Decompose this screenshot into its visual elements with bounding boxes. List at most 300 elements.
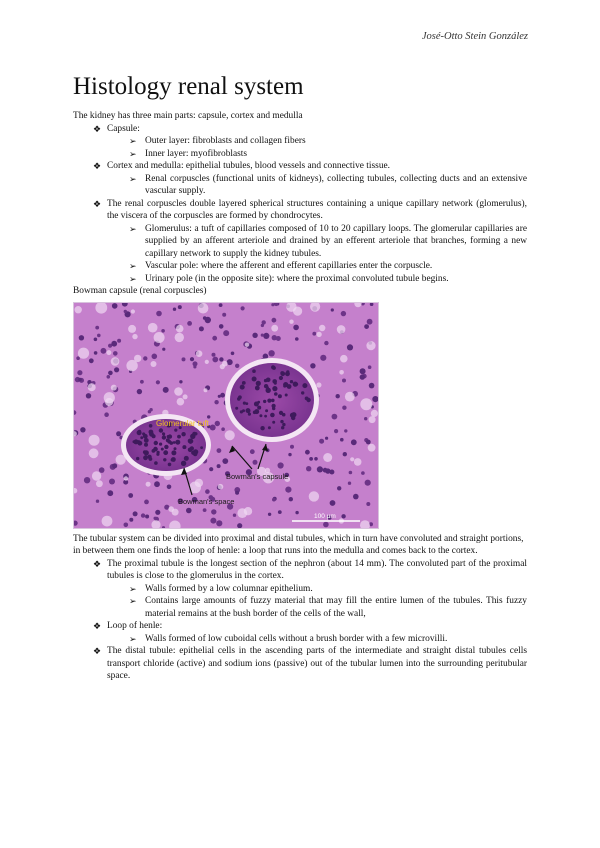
- cell-nucleus: [263, 332, 269, 338]
- cell-nucleus: [343, 452, 347, 456]
- cell-nucleus: [330, 500, 336, 506]
- cell-nucleus: [305, 449, 310, 454]
- tubule-lumen: [126, 359, 137, 370]
- cell-nucleus: [133, 511, 138, 516]
- tubule-lumen: [368, 443, 376, 451]
- list-item: [73, 273, 527, 286]
- tubule-lumen: [354, 458, 362, 466]
- cell-nucleus: [108, 370, 113, 375]
- vascular-pole-text: Vascular pole: where the afferent and efferent capillaries enter the corpuscle.: [145, 261, 433, 271]
- cell-nucleus: [212, 335, 217, 340]
- glomerular-nucleus: [174, 428, 177, 431]
- tubule-lumen: [293, 306, 302, 315]
- glomerular-nucleus: [240, 384, 245, 389]
- cell-nucleus: [261, 333, 264, 336]
- cell-nucleus: [342, 405, 346, 409]
- cell-nucleus: [137, 388, 142, 393]
- tubule-lumen: [237, 508, 247, 518]
- tubule-lumen: [339, 370, 344, 375]
- glomerular-nucleus: [279, 375, 283, 379]
- glomerular-nucleus: [193, 451, 197, 455]
- cell-nucleus: [117, 338, 121, 342]
- glomerular-nucleus: [243, 401, 246, 404]
- tubule-lumen: [225, 430, 235, 440]
- list-item: [73, 583, 527, 596]
- cell-nucleus: [290, 444, 294, 448]
- glomerular-nucleus: [164, 444, 168, 448]
- cell-nucleus: [337, 486, 341, 490]
- glomerular-nucleus: [171, 457, 176, 462]
- glomerular-nucleus: [285, 393, 288, 396]
- arrow-bullet-icon: ➢: [129, 596, 137, 606]
- cell-nucleus: [365, 479, 371, 485]
- list-item: [73, 135, 527, 148]
- glomerular-nucleus: [267, 398, 271, 402]
- cell-nucleus: [156, 380, 160, 384]
- glomerular-nucleus: [167, 439, 171, 443]
- cell-nucleus: [334, 429, 338, 433]
- tubule-lumen: [289, 319, 293, 323]
- tubule-lumen: [183, 394, 188, 399]
- glomerular-nucleus: [168, 462, 172, 466]
- cell-nucleus: [209, 467, 213, 471]
- tubule-lumen: [340, 354, 348, 362]
- cell-nucleus: [272, 317, 277, 322]
- glomerular-nucleus: [181, 460, 186, 465]
- list-item: [73, 123, 527, 136]
- proximal-walls: Walls formed by a low columnar epithelium.: [145, 583, 313, 594]
- cell-nucleus: [86, 393, 91, 398]
- cell-nucleus: [233, 513, 236, 516]
- cell-nucleus: [104, 412, 109, 417]
- loop-label: Loop of henle:: [107, 621, 163, 631]
- arrow-bullet-icon: ➢: [129, 583, 137, 594]
- cell-nucleus: [253, 459, 258, 464]
- cell-nucleus: [347, 344, 353, 350]
- glomerular-nucleus: [144, 450, 149, 455]
- cell-nucleus: [211, 509, 216, 514]
- capsule-label: Capsule:: [107, 123, 140, 134]
- cell-nucleus: [223, 330, 229, 336]
- cell-nucleus: [101, 347, 107, 353]
- cell-nucleus: [323, 521, 329, 527]
- capsule-outer: Outer layer: fibroblasts and collagen fibers: [145, 136, 306, 146]
- cell-nucleus: [156, 310, 162, 316]
- glomerular-nucleus: [272, 403, 276, 407]
- glomerular-nucleus: [257, 405, 261, 409]
- cell-nucleus: [203, 316, 207, 320]
- tubule-lumen: [196, 350, 203, 357]
- cell-nucleus: [129, 517, 133, 521]
- cell-nucleus: [178, 305, 182, 309]
- tubule-lumen: [316, 382, 321, 387]
- glomerular-nucleus: [200, 446, 203, 449]
- tubule-lumen: [106, 350, 111, 355]
- glomerular-nucleus: [281, 426, 284, 429]
- tubule-lumen: [309, 491, 319, 501]
- cell-nucleus: [364, 324, 369, 329]
- cell-nucleus: [341, 514, 345, 518]
- glomerular-nucleus: [136, 456, 139, 459]
- cell-nucleus: [235, 363, 239, 367]
- page-title: Histology renal system: [73, 73, 304, 100]
- cell-nucleus: [272, 335, 277, 340]
- glomerular-nucleus: [252, 369, 256, 373]
- cell-nucleus: [360, 374, 365, 379]
- tubule-lumen: [128, 324, 136, 332]
- tubule-lumen: [146, 481, 151, 486]
- cell-nucleus: [173, 307, 176, 310]
- cell-nucleus: [205, 489, 210, 494]
- glomerular-nucleus: [156, 452, 159, 455]
- cell-nucleus: [116, 431, 121, 436]
- tubule-lumen: [151, 361, 157, 367]
- list-item: [73, 160, 527, 173]
- tubule-lumen: [96, 480, 103, 487]
- glomerular-nucleus: [162, 435, 166, 439]
- cell-nucleus: [221, 427, 225, 431]
- list-item: [73, 260, 527, 273]
- cell-nucleus: [219, 324, 224, 329]
- cell-nucleus: [227, 359, 233, 365]
- glomerular-nucleus: [194, 432, 197, 435]
- glomerular-nucleus: [182, 445, 186, 449]
- diamond-bullet-icon: ❖: [93, 123, 102, 134]
- tubule-lumen: [78, 347, 89, 358]
- glomerular-nucleus: [282, 422, 285, 425]
- glomerular-nucleus: [272, 379, 277, 384]
- cell-nucleus: [341, 310, 346, 315]
- cell-nucleus: [312, 331, 316, 335]
- tubule-lumen: [205, 359, 209, 363]
- cell-nucleus: [220, 392, 225, 397]
- cell-nucleus: [319, 438, 324, 443]
- cell-nucleus: [182, 357, 186, 361]
- diamond-bullet-icon: ❖: [93, 621, 102, 631]
- figure-caption: Bowman capsule (renal corpuscles): [73, 286, 207, 296]
- glomerular-nucleus: [154, 440, 158, 444]
- label-bowman-capsule: Bowman's capsule: [226, 471, 289, 481]
- cell-nucleus: [325, 468, 330, 473]
- cell-nucleus: [342, 378, 346, 382]
- glomerular-nucleus: [290, 412, 295, 417]
- cell-nucleus: [278, 510, 282, 514]
- arrow-bullet-icon: ➢: [129, 633, 137, 644]
- tubule-lumen: [75, 306, 82, 313]
- cell-nucleus: [306, 466, 311, 471]
- glomerular-nucleus: [163, 458, 166, 461]
- glomerular-nucleus: [272, 366, 276, 370]
- cell-nucleus: [141, 513, 145, 517]
- list-item: [73, 595, 527, 620]
- cell-nucleus: [210, 517, 216, 523]
- tubule-lumen: [316, 331, 321, 336]
- cell-nucleus: [79, 335, 84, 340]
- glomerular-nucleus: [246, 408, 251, 413]
- cell-nucleus: [215, 420, 220, 425]
- cell-nucleus: [325, 436, 328, 439]
- cell-nucleus: [94, 351, 98, 355]
- cell-nucleus: [190, 357, 194, 361]
- cell-nucleus: [80, 427, 85, 432]
- cell-nucleus: [94, 337, 98, 341]
- cell-nucleus: [217, 464, 221, 468]
- tubule-lumen: [131, 309, 135, 313]
- tubule-lumen: [154, 332, 165, 343]
- tubule-lumen: [371, 409, 378, 416]
- glomerulus-text: Glomerulus: a tuft of capillaries composed of 10 to 20 capillary loops. The glomerular capillaries are supplied by an afferent arteriole and drained by an efferent arteriole that branches, forming a new capillary network to supply the kidney tubules.: [145, 223, 527, 259]
- scale-bar-label: 100 μm: [314, 512, 336, 520]
- cell-nucleus: [163, 386, 169, 392]
- arrow-bullet-icon: ➢: [129, 261, 137, 271]
- cell-nucleus: [186, 507, 192, 513]
- cell-nucleus: [219, 357, 223, 361]
- glomerular-nucleus: [149, 424, 153, 428]
- cell-nucleus: [179, 380, 182, 383]
- tubule-lumen: [132, 333, 137, 338]
- cell-nucleus: [360, 368, 366, 374]
- tubule-lumen: [271, 324, 278, 331]
- cell-nucleus: [250, 449, 255, 454]
- glomerular-nucleus: [254, 401, 259, 406]
- glomerular-nucleus: [285, 372, 288, 375]
- cell-nucleus: [293, 324, 299, 330]
- cell-nucleus: [252, 332, 257, 337]
- tubule-lumen: [148, 322, 158, 332]
- tubule-lumen: [345, 391, 355, 401]
- tubule-lumen: [204, 388, 208, 392]
- tubule-lumen: [360, 398, 372, 410]
- tubule-lumen: [175, 332, 184, 341]
- tubule-lumen: [319, 324, 325, 330]
- corpuscles-text: The renal corpuscles double layered spherical structures containing a unique capillary network (glomerulus), the viscera of the corpuscles are formed by chondrocytes.: [107, 198, 527, 221]
- cell-nucleus: [96, 499, 99, 502]
- glomerular-nucleus: [161, 447, 164, 450]
- glomerular-nucleus: [302, 383, 307, 388]
- glomerular-nucleus: [159, 442, 162, 445]
- cell-nucleus: [155, 509, 160, 514]
- arrow-bullet-icon: ➢: [129, 136, 137, 146]
- list-item: [73, 173, 527, 198]
- glomerular-nucleus: [175, 439, 180, 444]
- cell-nucleus: [289, 497, 293, 501]
- arrow-bullet-icon: ➢: [129, 223, 137, 234]
- cell-nucleus: [295, 510, 298, 513]
- cell-nucleus: [145, 514, 149, 518]
- cell-nucleus: [324, 340, 328, 344]
- glomerular-nucleus: [188, 447, 193, 452]
- list-item: [73, 620, 527, 633]
- loop-walls: Walls formed of low cuboidal cells without a brush border with a few microvilli.: [145, 633, 448, 644]
- arrow-bullet-icon: ➢: [129, 173, 137, 184]
- glomerular-nucleus: [293, 381, 298, 386]
- tubule-lumen: [350, 457, 354, 461]
- glomerular-nucleus: [274, 392, 278, 396]
- diamond-bullet-icon: ❖: [93, 558, 102, 569]
- cell-nucleus: [219, 303, 223, 307]
- cell-nucleus: [348, 481, 351, 484]
- cell-nucleus: [148, 410, 151, 413]
- glomerular-nucleus: [149, 457, 153, 461]
- glomerular-nucleus: [181, 432, 185, 436]
- glomerular-nucleus: [184, 455, 189, 460]
- glomerular-nucleus: [177, 434, 181, 438]
- glomerular-nucleus: [143, 455, 148, 460]
- cell-nucleus: [212, 352, 216, 356]
- cell-nucleus: [89, 358, 94, 363]
- cell-nucleus: [369, 382, 375, 388]
- cell-nucleus: [99, 467, 105, 473]
- cell-nucleus: [140, 379, 144, 383]
- tubule-lumen: [177, 397, 185, 405]
- cell-nucleus: [317, 466, 323, 472]
- tubule-lumen: [176, 324, 184, 332]
- cell-nucleus: [368, 365, 372, 369]
- label-glomerular-tuft: Glomerular tuft: [156, 418, 209, 428]
- glomerular-nucleus: [149, 431, 154, 436]
- tubule-lumen: [245, 342, 249, 346]
- glomerular-nucleus: [280, 419, 283, 422]
- cortex-text: Cortex and medulla: epithelial tubules, blood vessels and connective tissue.: [107, 161, 391, 171]
- cell-nucleus: [210, 424, 216, 430]
- list-item: [73, 223, 527, 261]
- cell-nucleus: [124, 309, 127, 312]
- document-body: [73, 110, 527, 683]
- cell-nucleus: [143, 356, 147, 360]
- cell-nucleus: [84, 477, 90, 483]
- proximal-fuzzy: Contains large amounts of fuzzy material that may fill the entire lumen of the tubules. This fuzzy material remains at the bush border of the cells of the wall,: [145, 596, 527, 619]
- cell-nucleus: [203, 508, 207, 512]
- list-item: [73, 645, 527, 683]
- glomerular-nucleus: [134, 439, 139, 444]
- cell-nucleus: [128, 493, 133, 498]
- cell-nucleus: [231, 351, 235, 355]
- cell-nucleus: [268, 512, 271, 515]
- cell-nucleus: [187, 321, 192, 326]
- tubule-lumen: [89, 448, 99, 458]
- diamond-bullet-icon: ❖: [93, 646, 102, 656]
- tubule-lumen: [337, 325, 346, 334]
- cell-nucleus: [336, 394, 340, 398]
- glomerular-nucleus: [248, 412, 251, 415]
- glomerular-nucleus: [268, 426, 271, 429]
- cell-nucleus: [167, 484, 172, 489]
- tubule-lumen: [89, 434, 100, 445]
- cell-nucleus: [361, 471, 365, 475]
- tubule-lumen: [124, 476, 128, 480]
- cell-nucleus: [241, 306, 245, 310]
- glomerular-nucleus: [171, 450, 176, 455]
- cell-nucleus: [107, 375, 111, 379]
- glomerular-nucleus: [271, 398, 275, 402]
- glomerular-nucleus: [153, 446, 158, 451]
- micrograph-figure: [73, 302, 379, 529]
- author-name: José-Otto Stein González: [421, 31, 528, 42]
- glomerular-nucleus: [256, 380, 261, 385]
- tubule-lumen: [369, 416, 376, 423]
- glomerular-nucleus: [238, 395, 242, 399]
- proximal-text: The proximal tubule is the longest section of the nephron (about 14 mm). The convoluted part of the proximal tubules is close to the glomerulus in the cortex.: [107, 558, 527, 581]
- cell-nucleus: [78, 377, 82, 381]
- glomerular-nucleus: [266, 386, 269, 389]
- intro-paragraph: The kidney has three main parts: capsule, cortex and medulla: [73, 111, 303, 121]
- cell-nucleus: [331, 308, 334, 311]
- cell-nucleus: [77, 370, 82, 375]
- cell-nucleus: [214, 400, 218, 404]
- glomerular-nucleus: [259, 414, 262, 417]
- diamond-bullet-icon: ❖: [93, 198, 102, 209]
- cell-nucleus: [353, 493, 359, 499]
- tubule-lumen: [174, 387, 183, 396]
- cell-nucleus: [351, 439, 357, 445]
- glomerular-nucleus: [154, 461, 158, 465]
- cell-nucleus: [309, 457, 313, 461]
- cell-nucleus: [367, 318, 373, 324]
- glomerular-nucleus: [168, 434, 172, 438]
- cell-nucleus: [199, 326, 204, 331]
- cell-nucleus: [295, 337, 299, 341]
- glomerular-nucleus: [278, 394, 282, 398]
- glomerular-nucleus: [301, 391, 304, 394]
- cell-nucleus: [222, 458, 228, 464]
- glomerular-nucleus: [252, 376, 257, 381]
- glomerular-nucleus: [189, 440, 192, 443]
- cell-nucleus: [97, 333, 101, 337]
- cortex-sub: Renal corpuscles (functional units of kidneys), collecting tubules, collecting ducts and an extensive vascular supply.: [145, 173, 527, 196]
- glomerular-nucleus: [272, 386, 277, 391]
- distal-text: The distal tubule: epithelial cells in the ascending parts of the intermediate and straight distal tubules cells transport chloride (active) and sodium ions (passive) out of the tubular lumen into the surrounding peritubular space.: [107, 646, 527, 681]
- glomerular-nucleus: [235, 406, 238, 409]
- diamond-bullet-icon: ❖: [93, 161, 102, 171]
- cell-nucleus: [107, 490, 113, 496]
- capsule-inner: Inner layer: myofibroblasts: [145, 148, 248, 159]
- glomerular-nucleus: [265, 409, 268, 412]
- micrograph-image: [74, 303, 378, 528]
- glomerular-nucleus: [290, 380, 293, 383]
- cell-nucleus: [216, 520, 222, 526]
- glomerular-nucleus: [144, 442, 148, 446]
- cell-nucleus: [152, 353, 158, 359]
- glomerular-nucleus: [162, 432, 165, 435]
- glomerular-nucleus: [264, 414, 267, 417]
- cell-nucleus: [162, 347, 165, 350]
- cell-nucleus: [314, 457, 318, 461]
- cell-nucleus: [364, 417, 367, 420]
- cell-nucleus: [235, 490, 239, 494]
- cell-nucleus: [144, 499, 149, 504]
- cell-nucleus: [112, 303, 118, 309]
- cell-nucleus: [278, 462, 284, 468]
- glomerular-nucleus: [279, 410, 283, 414]
- tubule-lumen: [172, 508, 179, 515]
- glomerular-nucleus: [242, 381, 246, 385]
- glomerular-nucleus: [137, 430, 142, 435]
- glomerular-nucleus: [272, 420, 275, 423]
- tubular-intro: The tubular system can be divided into proximal and distal tubules, which in turn have convoluted and straight portions, in between them one finds the loop of henle: a loop that runs into the medulla and comes back to the cortex.: [73, 533, 524, 556]
- tubule-lumen: [111, 384, 117, 390]
- glomerular-nucleus: [163, 450, 168, 455]
- tubule-lumen: [92, 471, 101, 480]
- list-item: [73, 198, 527, 223]
- cell-nucleus: [161, 329, 165, 333]
- tubule-lumen: [366, 341, 375, 350]
- arrow-bullet-icon: ➢: [129, 148, 137, 159]
- cell-nucleus: [349, 470, 353, 474]
- cell-nucleus: [272, 497, 276, 501]
- cell-nucleus: [320, 354, 326, 360]
- urinary-pole-text: Urinary pole (in the opposite site): where the proximal convoluted tubule begins.: [145, 273, 449, 284]
- cell-nucleus: [268, 350, 274, 356]
